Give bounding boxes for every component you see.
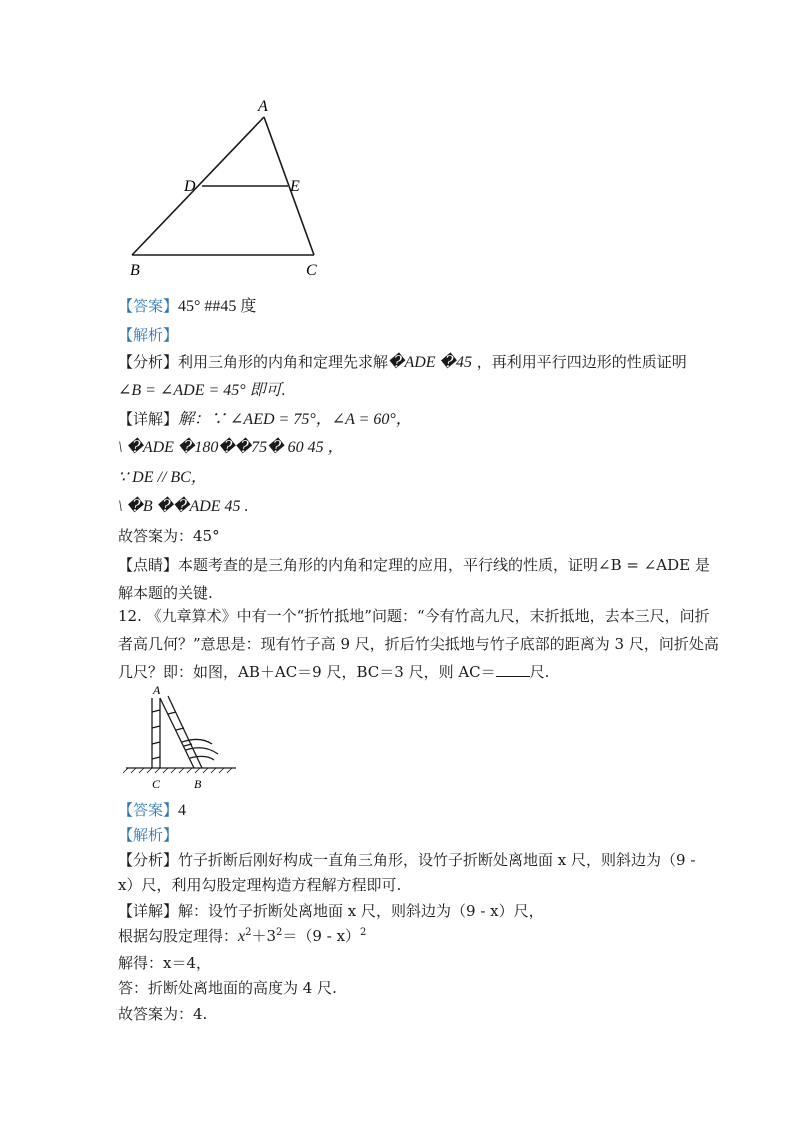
analysis-tag: 【解析】 [118,826,179,844]
answer-value: 4 [178,802,187,819]
fenxi-line-3 [118,850,695,870]
answer-value: 45° ##45 度 [178,298,257,315]
pythagoras-equation [118,926,366,947]
fenxi-line-2: ∠B = ∠ADE = 45° 即可. [118,382,286,399]
answer-blank [496,661,530,677]
analysis-tag: 【解析】 [118,326,179,344]
equation-mid: ＋3 [251,927,277,945]
answer-tag: 【答案】 [118,801,179,819]
fenxi-line-4: x）尺，利用勾股定理构造方程解方程即可. [118,876,402,894]
fenxi-line-1 [118,352,687,373]
label-b: B [130,262,140,279]
xiangjie-text-1: 解：∵ ∠AED = 75°，∠A = 60°， [178,411,412,428]
question-12-line-2: 者高几何？”意思是：现有竹子高 9 尺，折后竹尖抵地与竹子底部的距离为 3 尺，问折处高 [118,635,719,653]
fenxi-tag: 【分析】 [118,851,179,869]
xiangjie-text: 解：设竹子折断处离地面 x 尺，则斜边为（9 - x）尺， [178,902,544,920]
question-12-line-3 [118,661,549,682]
equation-exp-2: 2 [276,927,283,938]
xiangjie-line-2: \ �ADE �180��75� 60 45 ， [118,439,344,456]
fenxi-text2: ，再利用平行四边形的性质证明 [471,353,687,371]
label-a: A [153,684,161,697]
fenxi-garbled: �ADE �45 [388,354,472,371]
answer-line-1 [118,296,256,317]
reply-line: 答：折断处离地面的高度为 4 尺. [118,979,337,997]
bamboo-figure [122,684,240,794]
equation-rest: ＝（9 - x） [282,927,361,945]
label-a: A [258,98,268,115]
solve-line: 解得：x＝4， [118,954,212,972]
xiangjie-line-5 [118,901,544,921]
analysis-tag-line-1 [118,325,178,345]
analysis-tag-line-2 [118,825,178,845]
fenxi-text: 竹子折断后刚好构成一直角三角形，设竹子折断处离地面 x 尺，则斜边为（9 - [178,851,696,869]
dianjing-line-1 [118,555,710,575]
answer-line-2 [118,800,186,821]
final-answer-1: 故答案为：45° [118,527,220,545]
xiangjie-tag: 【详解】 [118,410,179,428]
label-c: C [152,777,161,791]
label-e: E [290,178,300,195]
label-c: C [306,262,317,279]
fenxi-text: 利用三角形的内角和定理先求解 [178,353,389,371]
triangle-figure [118,95,338,280]
dianjing-text: 本题考查的是三角形的内角和定理的应用，平行线的性质，证明∠B = ∠ADE 是 [178,556,710,574]
dianjing-tag: 【点睛】 [118,556,179,574]
xiangjie-tag: 【详解】 [118,902,179,920]
question-12-text: 几尺？即：如图，AB＋AC＝9 尺，BC＝3 尺，则 AC＝ [118,663,496,681]
equation-x: x [238,928,246,945]
label-d: D [184,178,196,195]
xiangjie-line-1 [118,409,412,430]
question-12-suffix: 尺. [529,663,550,681]
dianjing-line-2: 解本题的关键. [118,584,213,602]
equation-prefix: 根据勾股定理得： [118,927,239,945]
question-12-line-1: 12. 《九章算术》中有一个“折竹抵地”问题：“今有竹高九尺，末折抵地，去本三尺，问折 [118,607,710,625]
equation-exp-3: 2 [360,927,367,938]
fenxi-tag: 【分析】 [118,353,179,371]
xiangjie-line-3: ∵ DE // BC， [118,469,207,486]
final-answer-2: 故答案为：4. [118,1005,208,1023]
xiangjie-line-4: \ �B ��ADE 45 . [118,498,249,515]
answer-tag: 【答案】 [118,297,179,315]
equation-exp-1: 2 [245,927,252,938]
label-b: B [194,777,202,791]
